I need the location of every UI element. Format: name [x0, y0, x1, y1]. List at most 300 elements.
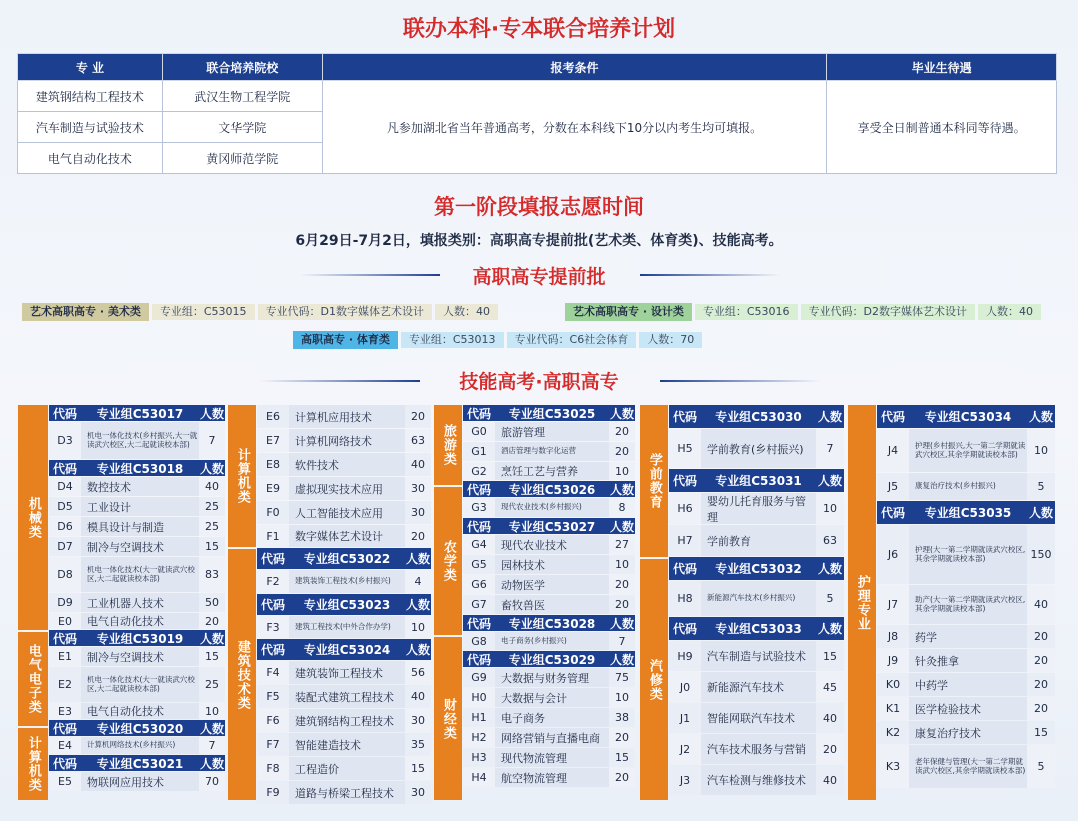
major-count: 15 [199, 537, 225, 556]
code-header: 代码 [52, 631, 77, 646]
header-condition: 报考条件 [322, 54, 827, 81]
early-code: 专业代码：C6社会体育 [507, 332, 637, 348]
major-name: 现代农业技术(乡村振兴) [495, 498, 609, 517]
major-row [463, 535, 635, 554]
major-name: 软件技术 [289, 453, 405, 476]
group-header-row [257, 594, 431, 615]
major-row [49, 422, 225, 459]
major-code: G5 [463, 555, 495, 574]
major-name: 计算机网络技术 [289, 429, 405, 452]
major-count: 7 [816, 429, 844, 468]
major-cell: 建筑钢结构工程技术 [18, 81, 163, 112]
major-code: J6 [877, 525, 909, 584]
major-row [49, 593, 225, 612]
major-row [257, 453, 431, 476]
count-header: 人数 [199, 756, 224, 771]
code-header: 代码 [466, 519, 491, 534]
major-row [877, 697, 1055, 720]
group-header-row [463, 481, 635, 497]
code-header: 代码 [672, 622, 697, 636]
major-row [49, 772, 225, 791]
major-code: E2 [49, 667, 81, 702]
major-row [877, 525, 1055, 584]
major-code: H5 [669, 429, 701, 468]
major-code: H6 [669, 493, 701, 524]
count-header: 人数 [817, 562, 842, 576]
code-header: 代码 [672, 562, 697, 576]
major-row [49, 497, 225, 516]
major-count: 20 [609, 575, 635, 594]
major-row [463, 555, 635, 574]
major-row [49, 537, 225, 556]
group-header: 专业组C53025 [508, 406, 596, 421]
count-header: 人数 [1028, 410, 1053, 424]
major-row [463, 748, 635, 767]
major-code: K1 [877, 697, 909, 720]
major-count: 70 [199, 772, 225, 791]
group-header: 专业组C53030 [715, 410, 802, 424]
count-header: 人数 [1028, 506, 1053, 520]
major-name: 制冷与空调技术 [81, 537, 199, 556]
early-group-sport [293, 331, 702, 349]
major-count: 20 [609, 595, 635, 614]
major-name: 新能源汽车技术 [701, 672, 816, 702]
code-header: 代码 [672, 410, 697, 424]
group-header-row [49, 405, 225, 421]
major-code: G4 [463, 535, 495, 554]
major-count: 20 [199, 613, 225, 629]
major-name: 学前教育 [701, 525, 816, 556]
phase-title: 第一阶段填报志愿时间 [434, 195, 644, 219]
major-count: 30 [405, 781, 431, 804]
major-count: 5 [1027, 745, 1055, 788]
major-name: 现代物流管理 [495, 748, 609, 767]
major-code: E8 [257, 453, 289, 476]
group-header-row [257, 639, 431, 660]
category-lvyou: 旅游类 [434, 405, 462, 485]
group-header: 专业组C53021 [96, 756, 184, 771]
major-count: 20 [405, 405, 431, 428]
count-header: 人数 [817, 622, 842, 636]
major-name: 医学检验技术 [909, 697, 1027, 720]
group-header-row [49, 720, 225, 736]
major-code: F2 [257, 570, 289, 593]
major-row [669, 429, 844, 468]
category-caijing: 财经类 [434, 637, 462, 800]
count-header: 人数 [817, 474, 842, 488]
major-name: 工程造价 [289, 757, 405, 780]
major-count: 7 [199, 422, 225, 459]
group-header-row [463, 518, 635, 534]
major-row [49, 703, 225, 719]
major-name: 大数据与财务管理 [495, 668, 609, 687]
major-code: D3 [49, 422, 81, 459]
major-row [49, 477, 225, 496]
group-header: 专业组C53035 [924, 506, 1012, 520]
major-row [49, 613, 225, 629]
major-count: 20 [1027, 625, 1055, 648]
major-row [877, 585, 1055, 624]
major-count: 25 [199, 667, 225, 702]
major-name: 计算机网络技术(乡村振兴) [81, 737, 199, 754]
major-count: 40 [199, 477, 225, 496]
major-count: 40 [816, 765, 844, 795]
major-row [669, 641, 844, 671]
category-jixie: 机械类 [18, 405, 48, 630]
major-code: J5 [877, 473, 909, 500]
code-header: 代码 [52, 756, 77, 771]
major-row [463, 595, 635, 614]
major-name: 虚拟现实技术应用 [289, 477, 405, 500]
major-code: E1 [49, 647, 81, 666]
major-row [669, 765, 844, 795]
group-header: 专业组C53029 [508, 652, 596, 667]
major-code: H9 [669, 641, 701, 671]
school-cell: 黄冈师范学院 [162, 143, 322, 174]
major-name: 计算机应用技术 [289, 405, 405, 428]
major-count: 10 [405, 616, 431, 638]
major-code: J3 [669, 765, 701, 795]
major-code: F9 [257, 781, 289, 804]
category-huli: 护理专业 [848, 405, 876, 800]
major-name: 婴幼儿托育服务与管理 [701, 493, 816, 524]
category-xueqian: 学前教育 [640, 405, 668, 557]
major-count: 15 [1027, 721, 1055, 744]
major-code: H3 [463, 748, 495, 767]
major-name: 大数据与会计 [495, 688, 609, 707]
major-code: E4 [49, 737, 81, 754]
page-title: 联办本科·专本联合培养计划 [402, 17, 676, 42]
category-qixiu: 汽修类 [640, 559, 668, 800]
major-code: F6 [257, 709, 289, 732]
major-count: 25 [199, 497, 225, 516]
group-header: 专业组C53023 [303, 598, 391, 612]
major-name: 网络营销与直播电商 [495, 728, 609, 747]
header-major: 专 业 [18, 54, 163, 81]
major-row [257, 709, 431, 732]
major-code: J4 [877, 429, 909, 472]
major-name: 药学 [909, 625, 1027, 648]
major-row [463, 462, 635, 480]
early-count: 人数：70 [639, 332, 702, 348]
major-name: 动物医学 [495, 575, 609, 594]
count-header: 人数 [609, 482, 634, 497]
major-code: J0 [669, 672, 701, 702]
major-count: 10 [199, 703, 225, 719]
major-code: K2 [877, 721, 909, 744]
major-count: 20 [405, 525, 431, 547]
code-header: 代码 [52, 406, 77, 421]
code-header: 代码 [260, 598, 285, 612]
major-row [49, 557, 225, 592]
major-name: 航空物流管理 [495, 768, 609, 787]
major-row [463, 575, 635, 594]
major-name: 模具设计与制造 [81, 517, 199, 536]
code-header: 代码 [466, 652, 491, 667]
treatment-cell: 享受全日制普通本科同等待遇。 [827, 81, 1057, 174]
major-name: 学前教育(乡村振兴) [701, 429, 816, 468]
major-row [257, 501, 431, 524]
major-code: J8 [877, 625, 909, 648]
major-count: 40 [816, 703, 844, 733]
major-row [877, 625, 1055, 648]
major-row [257, 405, 431, 428]
major-count: 10 [609, 462, 635, 480]
phase-description: 6月29日-7月2日，填报类别：高职高专提前批(艺术类、体育类)、技能高考。 [295, 233, 783, 249]
major-name: 康复治疗技术 [909, 721, 1027, 744]
major-count: 7 [609, 632, 635, 650]
group-header-row [463, 615, 635, 631]
major-name: 畜牧兽医 [495, 595, 609, 614]
major-name: 建筑钢结构工程技术 [289, 709, 405, 732]
group-header: 专业组C53020 [96, 721, 184, 736]
code-header: 代码 [672, 474, 697, 488]
major-name: 工业机器人技术 [81, 593, 199, 612]
major-count: 15 [816, 641, 844, 671]
major-name: 酒店管理与数字化运营 [495, 442, 609, 461]
major-name: 护理(大一第二学期就读武穴校区,其余学期就读校本部) [909, 525, 1027, 584]
major-row [257, 525, 431, 547]
code-header: 代码 [880, 506, 905, 520]
count-header: 人数 [199, 406, 224, 421]
early-label: 高职高专 · 体育类 [293, 331, 398, 349]
major-row [669, 581, 844, 616]
major-code: D7 [49, 537, 81, 556]
major-count: 63 [405, 429, 431, 452]
major-code: K0 [877, 673, 909, 696]
major-count: 15 [405, 757, 431, 780]
major-row [463, 708, 635, 727]
major-row [49, 667, 225, 702]
major-code: D5 [49, 497, 81, 516]
major-row [49, 517, 225, 536]
major-code: G0 [463, 422, 495, 441]
group-header-row [669, 405, 844, 428]
major-name: 建筑装饰工程技术 [289, 661, 405, 684]
group-header: 专业组C53026 [508, 482, 596, 497]
group-header-row [49, 630, 225, 646]
major-code: G8 [463, 632, 495, 650]
skills-title: 技能高考·高职高专 [459, 371, 619, 393]
major-code: E6 [257, 405, 289, 428]
major-name: 电子商务(乡村振兴) [495, 632, 609, 650]
category-jisuanji-1: 计算机类 [18, 728, 48, 800]
count-header: 人数 [609, 406, 634, 421]
code-header: 代码 [466, 406, 491, 421]
major-row [257, 685, 431, 708]
major-row [877, 745, 1055, 788]
school-cell: 文华学院 [162, 112, 322, 143]
major-code: G9 [463, 668, 495, 687]
major-name: 现代农业技术 [495, 535, 609, 554]
major-row [877, 429, 1055, 472]
major-code: F3 [257, 616, 289, 638]
count-header: 人数 [405, 643, 430, 657]
major-count: 40 [405, 453, 431, 476]
major-row [49, 647, 225, 666]
early-group-design [565, 303, 1041, 321]
group-header-row [257, 548, 431, 569]
code-header: 代码 [52, 721, 77, 736]
major-name: 工业设计 [81, 497, 199, 516]
major-row [463, 632, 635, 650]
major-count: 10 [1027, 429, 1055, 472]
group-header: 专业组C53027 [508, 519, 596, 534]
major-row [463, 498, 635, 517]
early-code: 专业代码：D2数字媒体艺术设计 [801, 304, 975, 320]
major-row [463, 668, 635, 687]
category-nongxue: 农学类 [434, 487, 462, 635]
major-code: E7 [257, 429, 289, 452]
major-cell: 电气自动化技术 [18, 143, 163, 174]
major-name: 机电一体化技术(大一就读武穴校区,大二起就读校本部) [81, 557, 199, 592]
major-count: 30 [405, 477, 431, 500]
group-header-row [669, 557, 844, 580]
major-name: 汽车制造与试验技术 [701, 641, 816, 671]
group-header: 专业组C53034 [924, 410, 1012, 424]
major-name: 中药学 [909, 673, 1027, 696]
major-count: 20 [609, 768, 635, 787]
major-name: 智能网联汽车技术 [701, 703, 816, 733]
major-count: 40 [1027, 585, 1055, 624]
category-jianzhu: 建筑技术类 [228, 549, 256, 800]
major-count: 35 [405, 733, 431, 756]
major-count: 4 [405, 570, 431, 593]
count-header: 人数 [817, 410, 842, 424]
major-count: 45 [816, 672, 844, 702]
major-count: 150 [1027, 525, 1055, 584]
code-header: 代码 [260, 643, 285, 657]
major-name: 康复治疗技术(乡村振兴) [909, 473, 1027, 500]
early-count: 人数：40 [978, 304, 1041, 320]
major-row [463, 442, 635, 461]
major-row [257, 661, 431, 684]
major-name: 机电一体化技术(大一就读武穴校区,大二起就读校本部) [81, 667, 199, 702]
major-code: H2 [463, 728, 495, 747]
major-count: 20 [609, 728, 635, 747]
major-code: G3 [463, 498, 495, 517]
count-header: 人数 [405, 552, 430, 566]
major-name: 园林技术 [495, 555, 609, 574]
major-name: 电气自动化技术 [81, 703, 199, 719]
major-code: D9 [49, 593, 81, 612]
joint-plan-table [17, 53, 1057, 174]
major-row [257, 570, 431, 593]
major-name: 建筑工程技术(中外合作办学) [289, 616, 405, 638]
major-count: 25 [199, 517, 225, 536]
group-header-row [49, 755, 225, 771]
major-code: J2 [669, 734, 701, 764]
major-row [877, 473, 1055, 500]
early-group-art [22, 303, 498, 321]
major-count: 15 [609, 748, 635, 767]
major-row [877, 721, 1055, 744]
major-count: 15 [199, 647, 225, 666]
major-count: 20 [609, 442, 635, 461]
major-code: J9 [877, 649, 909, 672]
major-name: 汽车技术服务与营销 [701, 734, 816, 764]
major-code: H1 [463, 708, 495, 727]
group-header-row [49, 460, 225, 476]
major-row [669, 703, 844, 733]
count-header: 人数 [609, 519, 634, 534]
early-group: 专业组：C53013 [401, 332, 504, 348]
group-header-row [669, 469, 844, 492]
major-name: 智能建造技术 [289, 733, 405, 756]
group-header: 专业组C53017 [96, 406, 184, 421]
count-header: 人数 [609, 652, 634, 667]
major-count: 50 [199, 593, 225, 612]
major-name: 助产(大一第二学期就读武穴校区,其余学期就读校本部) [909, 585, 1027, 624]
major-row [257, 757, 431, 780]
major-cell: 汽车制造与试验技术 [18, 112, 163, 143]
major-name: 机电一体化技术(乡村振兴,大一就读武穴校区,大二起就读校本部) [81, 422, 199, 459]
major-count: 20 [609, 422, 635, 441]
major-count: 56 [405, 661, 431, 684]
major-count: 38 [609, 708, 635, 727]
major-code: F5 [257, 685, 289, 708]
major-row [257, 429, 431, 452]
early-code: 专业代码：D1数字媒体艺术设计 [258, 304, 432, 320]
count-header: 人数 [199, 631, 224, 646]
major-name: 电气自动化技术 [81, 613, 199, 629]
group-header-row [877, 405, 1055, 428]
code-header: 代码 [466, 616, 491, 631]
category-dianqi: 电气电子类 [18, 632, 48, 726]
major-name: 人工智能技术应用 [289, 501, 405, 524]
major-code: F7 [257, 733, 289, 756]
major-count: 75 [609, 668, 635, 687]
major-count: 30 [405, 501, 431, 524]
major-code: H0 [463, 688, 495, 707]
major-row [669, 525, 844, 556]
major-row [669, 493, 844, 524]
major-name: 装配式建筑工程技术 [289, 685, 405, 708]
major-name: 制冷与空调技术 [81, 647, 199, 666]
group-header: 专业组C53033 [715, 622, 802, 636]
major-count: 20 [1027, 649, 1055, 672]
group-header-row [877, 501, 1055, 524]
early-label: 艺术高职高专 · 美术类 [22, 303, 149, 321]
major-count: 30 [405, 709, 431, 732]
major-row [463, 728, 635, 747]
major-code: D6 [49, 517, 81, 536]
major-row [463, 422, 635, 441]
group-header: 专业组C53031 [715, 474, 802, 488]
major-count: 10 [609, 555, 635, 574]
major-name: 电子商务 [495, 708, 609, 727]
major-code: E3 [49, 703, 81, 719]
group-header: 专业组C53018 [96, 461, 184, 476]
major-code: K3 [877, 745, 909, 788]
major-row [877, 673, 1055, 696]
major-code: G2 [463, 462, 495, 480]
major-name: 汽车检测与维修技术 [701, 765, 816, 795]
major-count: 10 [816, 493, 844, 524]
major-count: 5 [1027, 473, 1055, 500]
group-header: 专业组C53022 [303, 552, 391, 566]
group-header: 专业组C53032 [715, 562, 802, 576]
major-row [257, 616, 431, 638]
major-code: G1 [463, 442, 495, 461]
major-name: 建筑装饰工程技术(乡村振兴) [289, 570, 405, 593]
count-header: 人数 [199, 721, 224, 736]
major-name: 数字媒体艺术设计 [289, 525, 405, 547]
count-header: 人数 [405, 598, 430, 612]
major-name: 物联网应用技术 [81, 772, 199, 791]
code-header: 代码 [880, 410, 905, 424]
major-code: H8 [669, 581, 701, 616]
